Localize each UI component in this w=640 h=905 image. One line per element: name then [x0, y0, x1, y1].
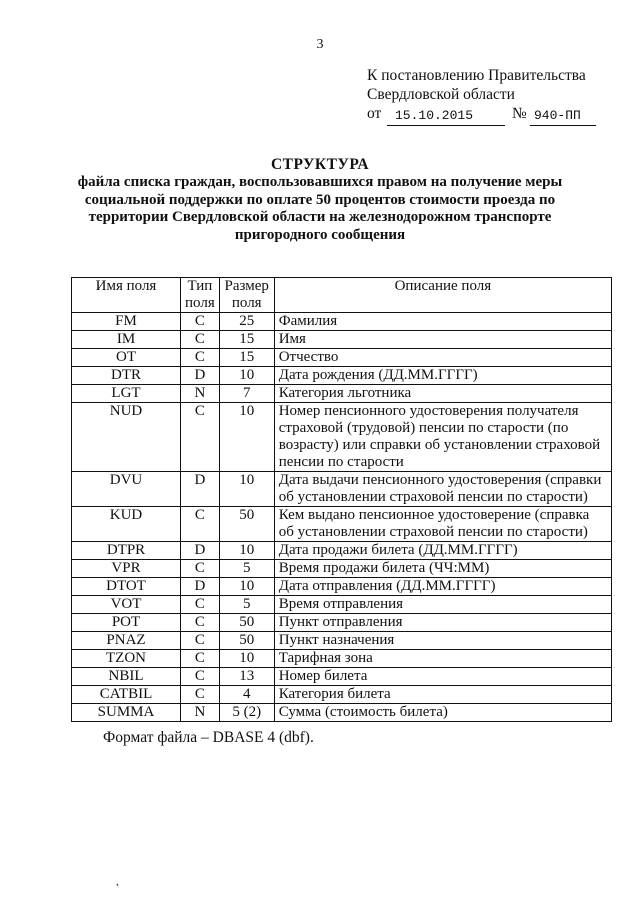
cell-field-name: TZON	[72, 650, 181, 668]
cell-field-name: POT	[72, 614, 181, 632]
cell-field-description: Номер пенсионного удостоверения получателя страховой (трудовой) пенсии по старости (по возрасту) или справки об установлении страховой пенсии по старости	[274, 403, 611, 472]
cell-field-size: 7	[219, 385, 274, 403]
reference-line-2: Свердловской области	[367, 86, 515, 103]
document-subtitle: файла списка граждан, воспользовавшихся правом на получение меры социальной поддержки по оплате 50 процентов стоимости проезда по территории Свердловской области на железнодорожном транспорте пригородного сообщения	[77, 174, 563, 243]
header-field-size: Размер поля	[219, 278, 274, 313]
table-row	[72, 704, 612, 722]
table-header-row	[72, 278, 612, 313]
cell-field-type: C	[181, 650, 220, 668]
cell-field-name: OT	[72, 349, 181, 367]
cell-field-size: 15	[219, 349, 274, 367]
cell-field-type: C	[181, 560, 220, 578]
cell-field-size: 10	[219, 578, 274, 596]
cell-field-size: 5 (2)	[219, 704, 274, 722]
cell-field-description: Время отправления	[274, 596, 611, 614]
cell-field-type: C	[181, 668, 220, 686]
table-row	[72, 313, 612, 331]
cell-field-size: 25	[219, 313, 274, 331]
format-note: Формат файла – DBASE 4 (dbf).	[103, 729, 314, 746]
table-row	[72, 367, 612, 385]
cell-field-description: Категория льготника	[274, 385, 611, 403]
cell-field-size: 50	[219, 614, 274, 632]
cell-field-description: Номер билета	[274, 668, 611, 686]
header-field-type: Тип поля	[181, 278, 220, 313]
cell-field-description: Сумма (стоимость билета)	[274, 704, 611, 722]
header-field-description: Описание поля	[274, 278, 611, 313]
table-row	[72, 632, 612, 650]
cell-field-description: Дата отправления (ДД.ММ.ГГГГ)	[274, 578, 611, 596]
cell-field-description: Дата продажи билета (ДД.ММ.ГГГГ)	[274, 542, 611, 560]
table-row	[72, 650, 612, 668]
cell-field-type: C	[181, 596, 220, 614]
cell-field-size: 4	[219, 686, 274, 704]
cell-field-description: Фамилия	[274, 313, 611, 331]
cell-field-description: Отчество	[274, 349, 611, 367]
fields-table-body	[72, 313, 612, 722]
table-row	[72, 578, 612, 596]
cell-field-size: 10	[219, 650, 274, 668]
fields-table	[71, 277, 612, 722]
cell-field-description: Дата рождения (ДД.ММ.ГГГГ)	[274, 367, 611, 385]
footer-mark: '	[114, 880, 124, 894]
document-number: 940-ПП	[530, 106, 596, 126]
table-row	[72, 385, 612, 403]
table-row	[72, 331, 612, 349]
cell-field-type: C	[181, 349, 220, 367]
cell-field-description: Тарифная зона	[274, 650, 611, 668]
cell-field-type: D	[181, 578, 220, 596]
cell-field-name: DTR	[72, 367, 181, 385]
cell-field-size: 10	[219, 403, 274, 472]
cell-field-type: N	[181, 704, 220, 722]
cell-field-description: Время продажи билета (ЧЧ:ММ)	[274, 560, 611, 578]
cell-field-name: KUD	[72, 507, 181, 542]
cell-field-type: C	[181, 632, 220, 650]
table-row	[72, 614, 612, 632]
cell-field-size: 13	[219, 668, 274, 686]
cell-field-description: Дата выдачи пенсионного удостоверения (справки об установлении страховой пенсии по старости)	[274, 472, 611, 507]
cell-field-name: VOT	[72, 596, 181, 614]
cell-field-description: Имя	[274, 331, 611, 349]
cell-field-description: Кем выдано пенсионное удостоверение (справка об установлении страховой пенсии по старости)	[274, 507, 611, 542]
document-date: 15.10.2015	[387, 106, 505, 126]
table-row	[72, 596, 612, 614]
cell-field-type: C	[181, 614, 220, 632]
cell-field-size: 15	[219, 331, 274, 349]
number-label: №	[512, 105, 527, 122]
cell-field-type: D	[181, 472, 220, 507]
cell-field-name: VPR	[72, 560, 181, 578]
reference-line-1: К постановлению Правительства	[367, 67, 586, 84]
cell-field-type: C	[181, 507, 220, 542]
cell-field-size: 10	[219, 542, 274, 560]
table-row	[72, 668, 612, 686]
cell-field-size: 50	[219, 507, 274, 542]
cell-field-name: CATBIL	[72, 686, 181, 704]
cell-field-type: C	[181, 403, 220, 472]
page-number: 3	[316, 37, 324, 52]
cell-field-name: NBIL	[72, 668, 181, 686]
reference-block	[367, 66, 586, 126]
cell-field-size: 10	[219, 367, 274, 385]
cell-field-size: 50	[219, 632, 274, 650]
cell-field-type: D	[181, 367, 220, 385]
cell-field-size: 5	[219, 560, 274, 578]
reference-date-row	[367, 104, 586, 126]
cell-field-type: C	[181, 313, 220, 331]
table-row	[72, 560, 612, 578]
cell-field-description: Категория билета	[274, 686, 611, 704]
cell-field-name: FM	[72, 313, 181, 331]
table-row	[72, 686, 612, 704]
table-row	[72, 472, 612, 507]
cell-field-size: 10	[219, 472, 274, 507]
cell-field-type: D	[181, 542, 220, 560]
cell-field-name: LGT	[72, 385, 181, 403]
cell-field-name: NUD	[72, 403, 181, 472]
cell-field-name: DTPR	[72, 542, 181, 560]
cell-field-description: Пункт отправления	[274, 614, 611, 632]
cell-field-name: IM	[72, 331, 181, 349]
cell-field-description: Пункт назначения	[274, 632, 611, 650]
cell-field-name: DTOT	[72, 578, 181, 596]
cell-field-name: SUMMA	[72, 704, 181, 722]
cell-field-type: C	[181, 686, 220, 704]
cell-field-type: C	[181, 331, 220, 349]
cell-field-type: N	[181, 385, 220, 403]
cell-field-name: DVU	[72, 472, 181, 507]
table-row	[72, 542, 612, 560]
header-field-name: Имя поля	[72, 278, 181, 313]
table-row	[72, 403, 612, 472]
cell-field-size: 5	[219, 596, 274, 614]
cell-field-name: PNAZ	[72, 632, 181, 650]
table-row	[72, 349, 612, 367]
document-title: СТРУКТУРА	[270, 156, 370, 173]
table-row	[72, 507, 612, 542]
from-label: от	[367, 105, 382, 122]
